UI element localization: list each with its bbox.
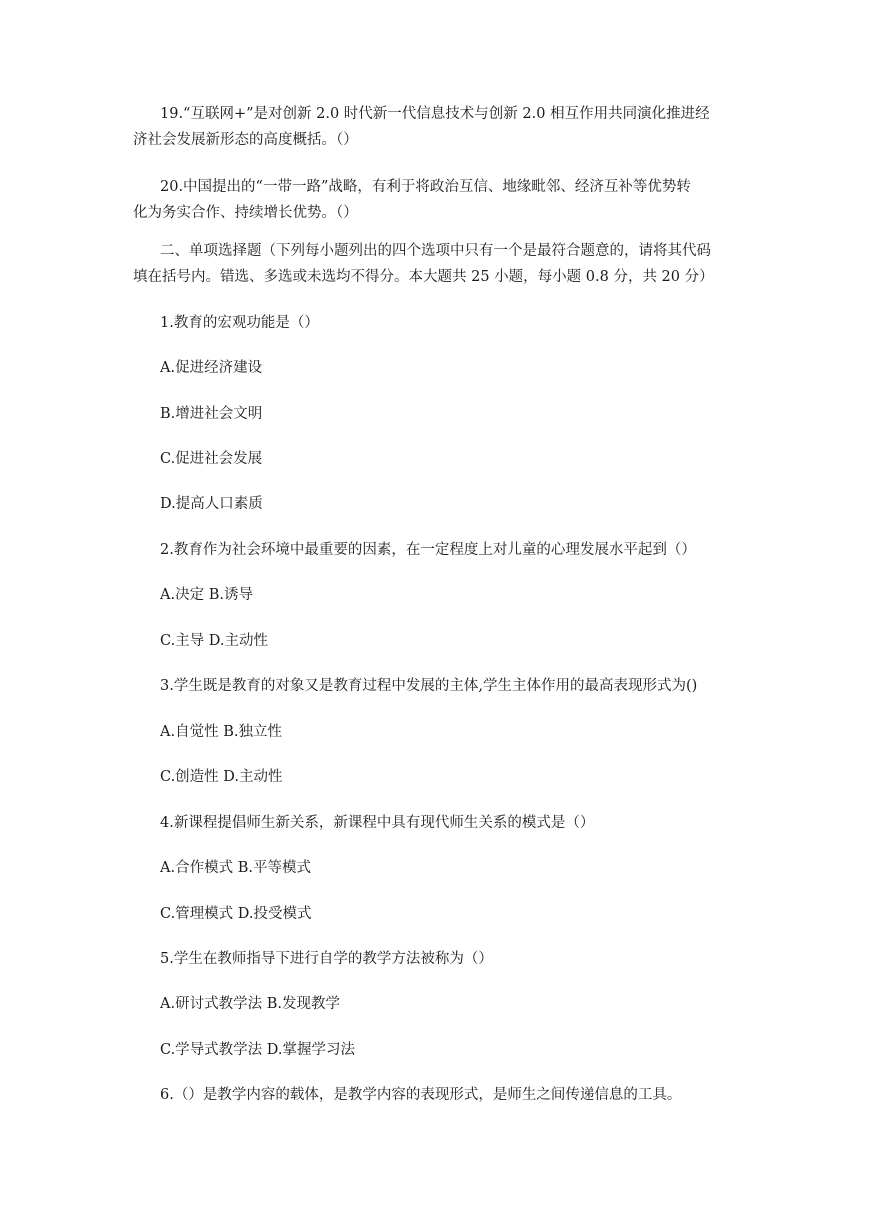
question-2-stem: 2.教育作为社会环境中最重要的因素，在一定程度上对儿童的心理发展水平起到（） <box>160 542 696 558</box>
question-3-options-cd: C.创造性 D.主动性 <box>160 769 283 785</box>
question-5-options-ab: A.研讨式教学法 B.发现教学 <box>160 996 340 1012</box>
question-4-stem: 4.新课程提倡师生新关系，新课程中具有现代师生关系的模式是（） <box>160 815 595 831</box>
question-1-option-b: B.增进社会文明 <box>160 406 263 422</box>
question-2-options-cd: C.主导 D.主动性 <box>160 633 269 649</box>
question-19-line-2: 济社会发展新形态的高度概括。（） <box>133 132 358 148</box>
question-3-stem: 3.学生既是教育的对象又是教育过程中发展的主体,学生主体作用的最高表现形式为() <box>160 678 698 694</box>
question-5-stem: 5.学生在教师指导下进行自学的教学方法被称为（） <box>160 951 493 967</box>
question-2-options-ab: A.决定 B.诱导 <box>160 587 253 603</box>
question-5-options-cd: C.学导式教学法 D.掌握学习法 <box>160 1042 356 1058</box>
section-heading-line-2: 填在括号内。错选、多选或未选均不得分。本大题共 25 小题，每小题 0.8 分，共 20 分） <box>133 269 714 285</box>
question-1-stem: 1.教育的宏观功能是（） <box>160 315 319 331</box>
question-20-line-1: 20.中国提出的“一带一路”战略，有利于将政治互信、地缘毗邻、经济互补等优势转 <box>160 179 691 195</box>
question-3-options-ab: A.自觉性 B.独立性 <box>160 724 282 740</box>
question-20-line-2: 化为务实合作、持续增长优势。（） <box>133 205 358 221</box>
section-heading-line-1: 二、单项选择题（下列每小题列出的四个选项中只有一个是最符合题意的，请将其代码 <box>160 243 711 259</box>
question-4-options-ab: A.合作模式 B.平等模式 <box>160 860 311 876</box>
question-4-options-cd: C.管理模式 D.投受模式 <box>160 906 312 922</box>
question-6-stem: 6.（）是教学内容的载体，是教学内容的表现形式，是师生之间传递信息的工具。 <box>160 1087 682 1103</box>
question-1-option-d: D.提高人口素质 <box>160 496 263 512</box>
question-19-line-1: 19.“互联网+”是对创新 2.0 时代新一代信息技术与创新 2.0 相互作用共同演化推进经 <box>160 106 710 122</box>
question-1-option-c: C.促进社会发展 <box>160 451 263 467</box>
question-1-option-a: A.促进经济建设 <box>160 360 263 376</box>
